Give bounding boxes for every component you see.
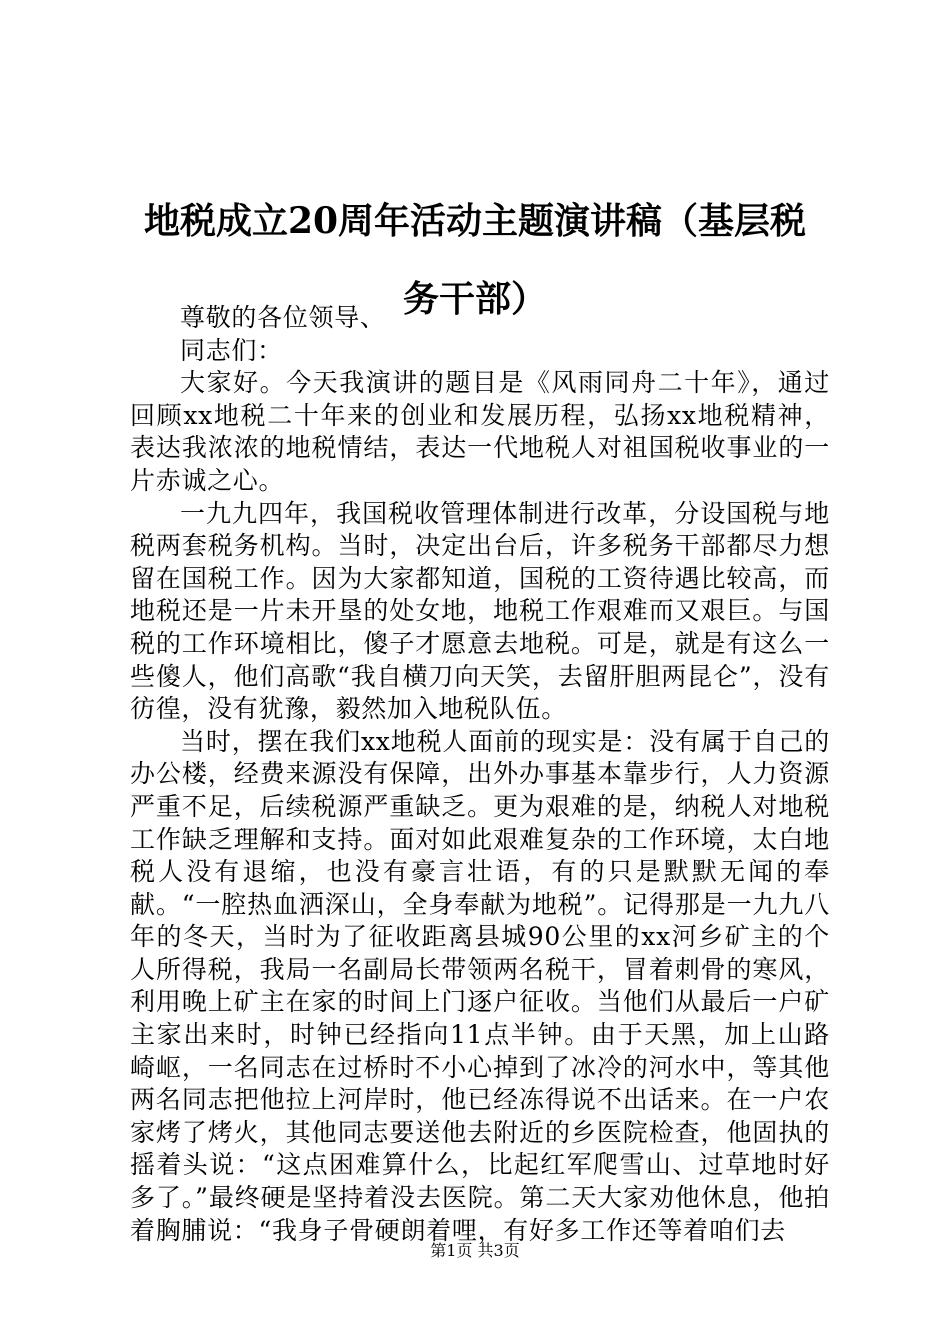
page-number: 第1页 共3页 (430, 1241, 520, 1260)
body-paragraph: 一九九四年，我国税收管理体制进行改革，分设国税与地税两套税务机构。当时，决定出台后，许多税务干部都尽力想留在国税工作。因为大家都知道，国税的工资待遇比较高，而地税还是一片未开垦的处女地，地税工作艰难而又艰巨。与国税的工作环境相比，傻子才愿意去地税。可是，就是有这么一些傻人，他们高歌“我自横刀向天笑，去留肝胆两昆仑”，没有彷徨，没有犹豫，毅然加入地税队伍。 (130, 498, 830, 724)
document-body (130, 302, 830, 1247)
salutation-line: 同志们： (180, 335, 283, 365)
body-paragraph: 当时，摆在我们xx地税人面前的现实是：没有属于自己的办公楼，经费来源没有保障，出外办事基本靠步行，人力资源严重不足，后续税源严重缺乏。更为艰难的是，纳税人对地税工作缺乏理解和支持。面对如此艰难复杂的工作环境，太白地税人没有退缩，也没有豪言壮语，有的只是默默无闻的奉献。“一腔热血洒深山，全身奉献为地税”。记得那是一九九八年的冬天，当时为了征收距离县城90公里的xx河乡矿主的个人所得税，我局一名副局长带领两名税干，冒着刺骨的寒风，利用晚上矿主在家的时间上门逐户征收。当他们从最后一户矿主家出来时，时钟已经指向11点半钟。由于天黑，加上山路崎岖，一名同志在过桥时不小心掉到了冰冷的河水中，等其他两名同志把他拉上河岸时，他已经冻得说不出话来。在一户农家烤了烤火，其他同志要送他去附近的乡医院检查，他固执的摇着头说：“这点困难算什么，比起红军爬雪山、过草地时好多了。”最终硬是坚持着没去医院。第二天大家劝他休息，他拍着胸脯说：“我身子骨硬朗着哩，有好多工作还等着咱们去 (130, 726, 830, 1245)
salutation-line: 尊敬的各位领导、 (180, 303, 386, 332)
document-title: 地税成立20周年活动主题演讲稿（基层税务干部） (143, 200, 807, 321)
body-paragraph: 大家好。今天我演讲的题目是《风雨同舟二十年》，通过回顾xx地税二十年来的创业和发展历程，弘扬xx地税精神，表达我浓浓的地税情结，表达一代地税人对祖国税收事业的一片赤诚之心。 (130, 368, 830, 495)
